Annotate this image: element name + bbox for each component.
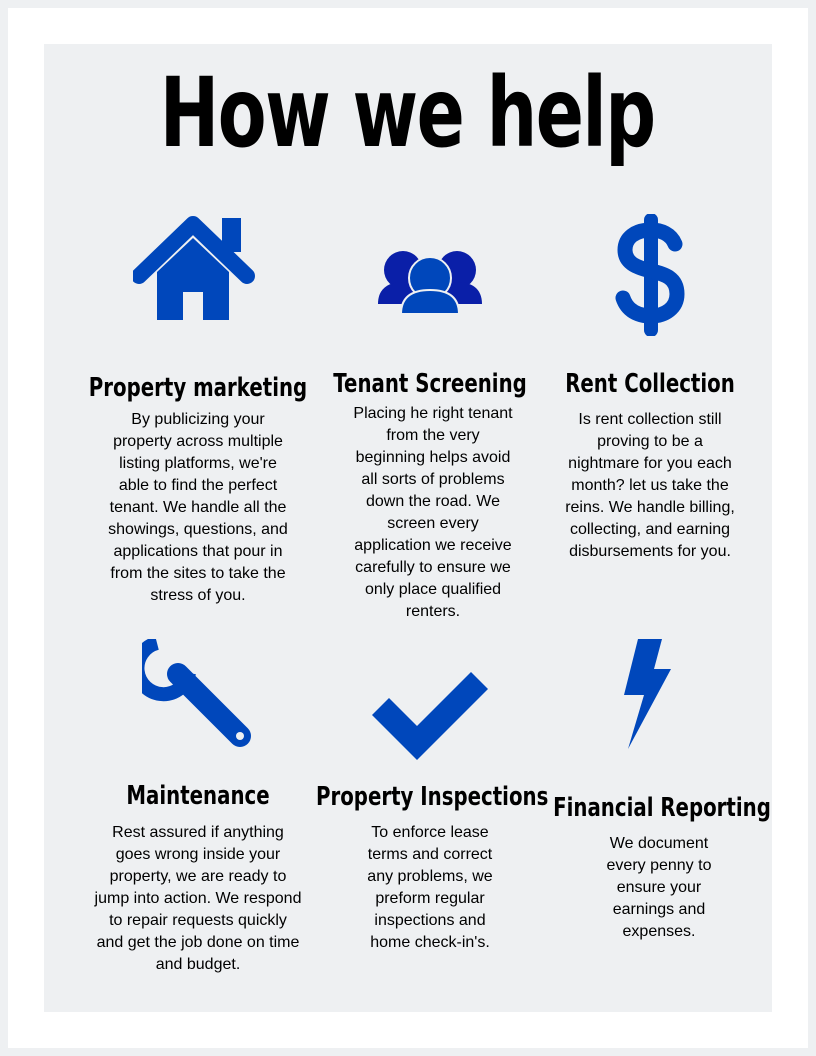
service-text-property-marketing: By publicizing your property across multiple listing platforms, we're able to find the perfect tenant. We handle all the showings, questions, and applications that pour in from the sites to take the stress of you. [108, 411, 288, 604]
service-text-financial-reporting: We document every penny to ensure your earnings and expenses. [606, 835, 712, 940]
service-title-rent-collection: Rent Collection [565, 369, 735, 399]
users-group-icon [377, 248, 483, 316]
service-text-tenant-screening: Placing he right tenant from the very beginning helps avoid all sorts of problems down the road. We screen every application we receive carefully to ensure we only place qualified renters. [353, 405, 513, 620]
house-icon [133, 216, 255, 322]
service-title-property-inspections: Property Inspections [316, 782, 549, 812]
service-title-property-marketing: Property marketing [88, 373, 308, 403]
service-text-rent-collection: Is rent collection still proving to be a nightmare for you each month? let us take the reins. We handle billing, collecting, and earning disbursements for you. [565, 411, 735, 560]
lightning-bolt-icon [622, 639, 672, 749]
dollar-sign-icon [615, 214, 687, 336]
service-title-tenant-screening: Tenant Screening [333, 369, 527, 399]
service-title-maintenance: Maintenance [126, 781, 270, 811]
service-text-property-inspections: To enforce lease terms and correct any problems, we preform regular inspections and home check-in's. [367, 824, 493, 951]
page-title: How we help [159, 57, 655, 169]
wrench-icon [142, 639, 254, 749]
service-text-maintenance: Rest assured if anything goes wrong inside your property, we are ready to jump into action. We respond to repair requests quickly and get the job done on time and budget. [94, 824, 302, 973]
service-title-financial-reporting: Financial Reporting [553, 793, 771, 823]
checkmark-icon [372, 671, 488, 761]
